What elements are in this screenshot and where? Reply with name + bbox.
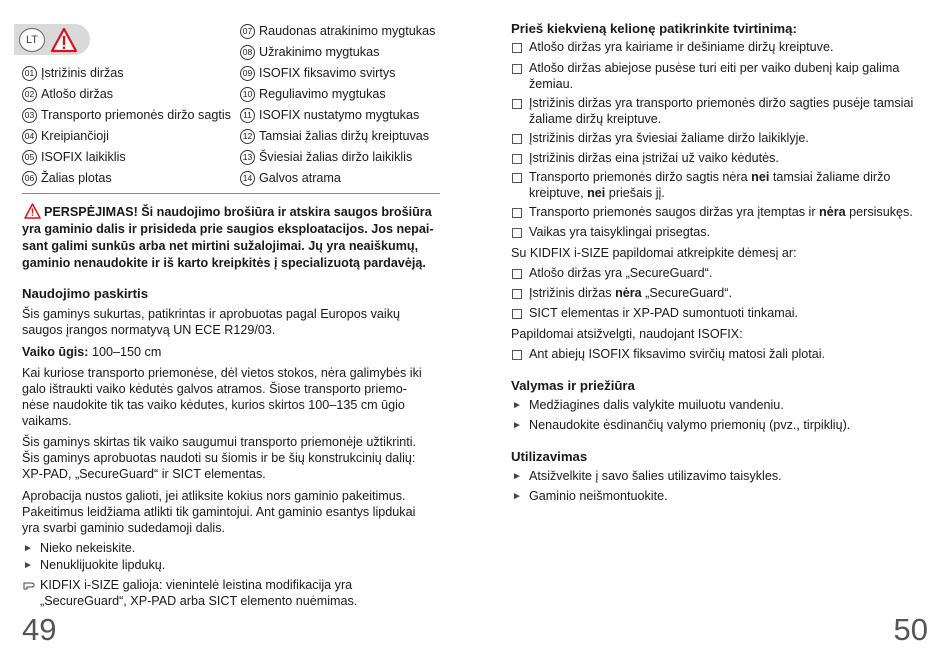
part-number: 06 bbox=[22, 171, 37, 186]
part-number: 01 bbox=[22, 66, 37, 81]
list-item: ► Nenuklijuokite lipdukų. bbox=[23, 558, 166, 572]
part-label: Raudonas atrakinimo mygtukas bbox=[259, 24, 436, 38]
checkbox-icon bbox=[512, 154, 522, 164]
arrow-bullet-icon: ► bbox=[23, 543, 33, 554]
part-number: 13 bbox=[240, 150, 255, 165]
warning-line-1: PERSPĖJIMAS! Ši naudojimo brošiūra ir atskira saugos brošiūra bbox=[44, 205, 432, 219]
part-item bbox=[240, 108, 419, 123]
part-label: ISOFIX laikiklis bbox=[41, 150, 126, 164]
arrow-bullet-icon: ► bbox=[512, 491, 522, 502]
part-item bbox=[240, 66, 395, 81]
checkbox-icon bbox=[512, 208, 522, 218]
part-label: Šviesiai žalias diržo laikiklis bbox=[259, 150, 413, 164]
note-item: KIDFIX i-SIZE galioja: vienintelė leistina modifikacija yra „SecureGuard“, XP-PAD arba SICT elemento nuėmimas. bbox=[22, 578, 357, 609]
page-number-right: 50 bbox=[893, 612, 928, 647]
usage-p1-line-2: saugos įrangos normatyvą UN ECE R129/03. bbox=[22, 323, 276, 337]
check-item-7: Transporto priemonės saugos diržas yra įtemptas ir nėra persisukęs. bbox=[511, 205, 923, 221]
part-item bbox=[22, 108, 231, 123]
usage-p1-line-1: Šis gaminys sukurtas, patikrintas ir aprobuotas pagal Europos vaikų bbox=[22, 307, 401, 321]
check-item: Atlošo diržas yra kairiame ir dešiniame diržų kreiptuve. bbox=[511, 40, 923, 56]
check-heading: Prieš kiekvieną kelionę patikrinkite tvirtinimą: bbox=[511, 21, 797, 36]
checkbox-icon bbox=[512, 64, 522, 74]
child-height-label: Vaiko ūgis: bbox=[22, 345, 89, 359]
arrow-bullet-icon: ► bbox=[23, 560, 33, 571]
part-number: 08 bbox=[240, 45, 255, 60]
checkbox-icon bbox=[512, 309, 522, 319]
check-item: Įstrižinis diržas eina įstrižai už vaiko kėdutės. bbox=[511, 151, 923, 167]
part-label: Transporto priemonės diržo sagtis bbox=[41, 108, 231, 122]
part-number: 14 bbox=[240, 171, 255, 186]
checkbox-icon bbox=[512, 269, 522, 279]
part-number: 03 bbox=[22, 108, 37, 123]
usage-p2-line-1: Kai kuriose transporto priemonėse, dėl vietos stokos, nėra galimybės iki bbox=[22, 366, 422, 380]
part-label: Reguliavimo mygtukas bbox=[259, 87, 386, 101]
list-item: ► Gaminio neišmontuokite. bbox=[512, 489, 668, 503]
part-label: Įstrižinis diržas bbox=[41, 66, 124, 80]
part-number: 05 bbox=[22, 150, 37, 165]
page-number-left: 49 bbox=[22, 612, 57, 647]
list-item: ► Atsižvelkite į savo šalies utilizavimo taisykles. bbox=[512, 469, 782, 483]
part-number: 09 bbox=[240, 66, 255, 81]
arrow-bullet-icon: ► bbox=[512, 400, 522, 411]
isofix-item-1: Ant abiejų ISOFIX fiksavimo svirčių matosi žali plotai. bbox=[511, 347, 923, 363]
check-item: Atlošo diržas abiejose pusėse turi eiti per vaiko dubenį kaip galima žemiau. bbox=[511, 61, 923, 92]
checkbox-icon bbox=[512, 134, 522, 144]
list-item: ► Nenaudokite ėsdinančių valymo priemonių (pvz., tirpiklių). bbox=[512, 418, 851, 432]
part-label: ISOFIX fiksavimo svirtys bbox=[259, 66, 396, 80]
part-item bbox=[240, 87, 386, 102]
part-number: 07 bbox=[240, 24, 255, 39]
usage-p3-line-1: Šis gaminys skirtas tik vaiko saugumui transporto priemonėje užtikrinti. bbox=[22, 435, 417, 449]
part-item bbox=[240, 24, 435, 39]
usage-p2-line-4: vaikams. bbox=[22, 414, 72, 428]
kidfix-item-1: Atlošo diržas yra „SecureGuard“. bbox=[511, 266, 923, 282]
usage-p3-line-3: XP-PAD, „SecureGuard“ ir SICT elementas. bbox=[22, 467, 266, 481]
checkbox-icon bbox=[512, 228, 522, 238]
disposal-heading: Utilizavimas bbox=[511, 449, 588, 464]
isofix-intro: Papildomai atsižvelgti, naudojant ISOFIX: bbox=[511, 327, 743, 341]
part-item bbox=[240, 45, 379, 60]
care-heading: Valymas ir priežiūra bbox=[511, 378, 635, 393]
part-number: 12 bbox=[240, 129, 255, 144]
part-label: Kreipiančioji bbox=[41, 129, 109, 143]
usage-p4-line-1: Aprobacija nustos galioti, jei atliksite kokius nors gaminio pakeitimus. bbox=[22, 489, 406, 503]
part-label: Tamsiai žalias diržų kreiptuvas bbox=[259, 129, 430, 143]
divider bbox=[22, 193, 440, 194]
part-item bbox=[240, 129, 429, 144]
usage-p2-line-2: galo ištraukti vaiko kėdutės galvos atramos. Šiose transporto priemo- bbox=[22, 382, 407, 396]
kidfix-item-2: Įstrižinis diržas nėra „SecureGuard“. bbox=[511, 286, 923, 302]
checkbox-icon bbox=[512, 99, 522, 109]
part-item bbox=[22, 87, 113, 102]
warning-line-4: gaminio nenaudokite ir iš karto kreipkitės į specializuotą pardavėją. bbox=[22, 256, 426, 270]
part-item bbox=[22, 171, 112, 186]
part-item bbox=[22, 150, 126, 165]
check-item-8: Vaikas yra taisyklingai prisegtas. bbox=[511, 225, 923, 241]
part-item bbox=[22, 66, 124, 81]
part-item bbox=[240, 150, 412, 165]
kidfix-item-3: SICT elementas ir XP-PAD sumontuoti tinkamai. bbox=[511, 306, 923, 322]
part-number: 10 bbox=[240, 87, 255, 102]
part-label: Atlošo diržas bbox=[41, 87, 114, 101]
kidfix-intro: Su KIDFIX i-SIZE papildomai atkreipkite dėmesį ar: bbox=[511, 246, 797, 260]
checkbox-icon bbox=[512, 43, 522, 53]
arrow-bullet-icon: ► bbox=[512, 471, 522, 482]
check-item: Įstrižinis diržas yra šviesiai žaliame diržo laikiklyje. bbox=[511, 131, 923, 147]
warning-line-2: yra gaminio dalis ir prisideda prie saugios eksploatacijos. Jos nepai- bbox=[22, 222, 434, 236]
child-height-value: 100–150 cm bbox=[92, 345, 162, 359]
part-number: 02 bbox=[22, 87, 37, 102]
list-item: ► Nieko nekeiskite. bbox=[23, 541, 136, 555]
part-item bbox=[240, 171, 341, 186]
part-item bbox=[22, 129, 109, 144]
warning-icon bbox=[24, 203, 41, 219]
part-label: Žalias plotas bbox=[41, 171, 112, 185]
child-height bbox=[22, 344, 161, 361]
checkbox-icon bbox=[512, 289, 522, 299]
check-item-6: Transporto priemonės diržo sagtis nėra nei tamsiai žaliame diržo kreiptuve, nei priešais jį. bbox=[511, 170, 923, 201]
usage-p4-line-3: yra svarbi gaminio sudedamoji dalis. bbox=[22, 521, 225, 535]
usage-p2-line-3: nėse naudokite tik tas vaiko kėdutes, kurios skirtos 100–135 cm ūgio bbox=[22, 398, 405, 412]
language-code: LT bbox=[19, 28, 45, 52]
usage-heading: Naudojimo paskirtis bbox=[22, 286, 149, 301]
check-item: Įstrižinis diržas yra transporto priemonės diržo sagties pusėje tamsiai žaliame diržų kreiptuve. bbox=[511, 96, 923, 127]
usage-p4-line-2: Pakeitimus leidžiama atlikti tik gamintojui. Ant gaminio esantys lipdukai bbox=[22, 505, 416, 519]
part-number: 04 bbox=[22, 129, 37, 144]
warning-line-3: sant galimi sunkūs arba net mirtini sužalojimai. Jų yra neaiškumų, bbox=[22, 239, 419, 253]
part-label: Užrakinimo mygtukas bbox=[259, 45, 380, 59]
part-number: 11 bbox=[240, 108, 255, 123]
list-item: ► Medžiagines dalis valykite muiluotu vandeniu. bbox=[512, 398, 784, 412]
checkbox-icon bbox=[512, 350, 522, 360]
part-label: Galvos atrama bbox=[259, 171, 341, 185]
arrow-bullet-icon: ► bbox=[512, 420, 522, 431]
warning-triangle-icon bbox=[50, 27, 78, 53]
part-label: ISOFIX nustatymo mygtukas bbox=[259, 108, 420, 122]
pointing-hand-icon bbox=[23, 580, 36, 590]
usage-p3-line-2: Šis gaminys aprobuotas naudoti su šiomis ir be šių konstrukcinių dalių: bbox=[22, 451, 416, 465]
checkbox-icon bbox=[512, 173, 522, 183]
